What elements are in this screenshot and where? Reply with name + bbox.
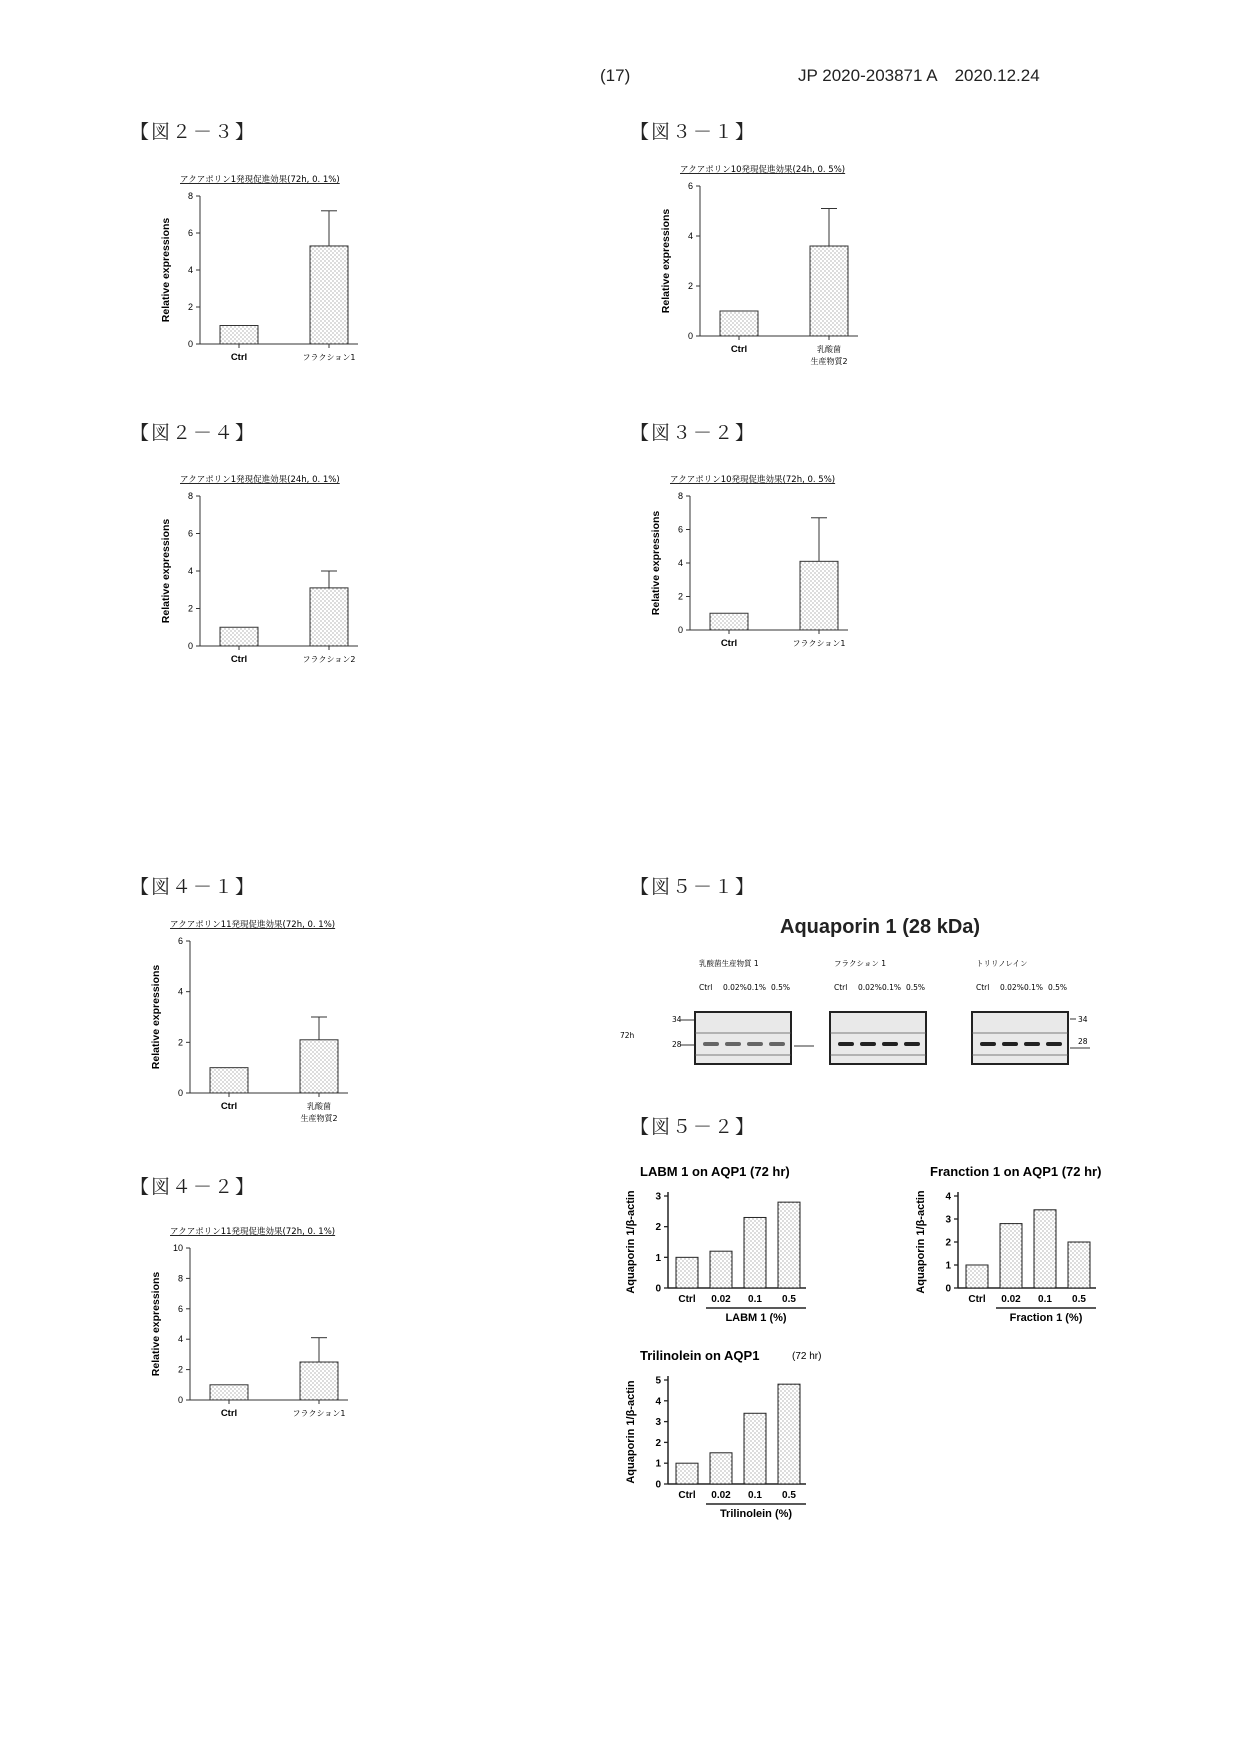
blot-panel <box>830 1012 926 1064</box>
y-tick-label: 8 <box>677 491 683 501</box>
y-axis-label: Relative expressions <box>160 217 172 323</box>
chart-title: Trilinolein on AQP1 <box>640 1348 760 1363</box>
bar <box>676 1257 698 1288</box>
bar <box>310 588 348 646</box>
category-label: 0.02 <box>711 1490 731 1501</box>
y-tick-label: 4 <box>177 986 183 997</box>
protein-band <box>1002 1042 1018 1046</box>
category-label: フラクション1 <box>302 353 356 362</box>
y-tick-label: 0 <box>187 641 193 651</box>
blot-panel <box>695 1012 791 1064</box>
y-tick-label: 1 <box>945 1260 951 1272</box>
chart-title: アクアポリン11発現促進効果(72h, 0. 1%) <box>170 920 336 930</box>
category-label: 生産物質2 <box>300 1114 338 1123</box>
y-tick-label: 2 <box>187 302 193 312</box>
lane-label: 0.1% <box>1024 983 1044 992</box>
figure-label-4-2: 【図４－２】 <box>130 1176 257 1198</box>
y-tick-label: 0 <box>677 625 683 635</box>
row-label: 72h <box>620 1031 635 1040</box>
lane-label: 0.02% <box>858 983 882 992</box>
lane-label: Ctrl <box>976 983 990 992</box>
category-label: Ctrl <box>678 1490 696 1501</box>
y-axis-label: Relative expressions <box>160 518 172 624</box>
y-tick-label: 2 <box>687 281 693 291</box>
bar <box>710 613 748 630</box>
y-tick-label: 8 <box>187 191 193 201</box>
bar <box>744 1413 766 1484</box>
bar <box>966 1265 988 1288</box>
y-tick-label: 4 <box>677 558 683 568</box>
chart-title: アクアポリン11発現促進効果(72h, 0. 1%) <box>170 1227 336 1237</box>
x-axis-label: LABM 1 (%) <box>725 1312 787 1324</box>
figure-label-5-2: 【図５－２】 <box>630 1116 757 1138</box>
y-tick-label: 3 <box>655 1417 661 1429</box>
bar <box>800 561 838 630</box>
lane-label: Ctrl <box>834 983 848 992</box>
chart-fig-4-1 <box>140 915 400 1144</box>
chart-fig-2-4 <box>150 470 410 684</box>
marker-label: 28 <box>672 1040 682 1049</box>
chart-title: Franction 1 on AQP1 (72 hr) <box>930 1164 1102 1179</box>
western-blot <box>620 948 1120 1082</box>
category-label: 0.5 <box>782 1490 796 1501</box>
protein-band <box>882 1042 898 1046</box>
x-axis-label: Trilinolein (%) <box>719 1508 793 1520</box>
bar <box>310 246 348 344</box>
chart-fig-5-2-trilinolein <box>620 1346 860 1535</box>
protein-band <box>703 1042 719 1046</box>
category-label: Ctrl <box>678 1294 696 1305</box>
category-label: 0.5 <box>782 1294 796 1305</box>
bar <box>744 1217 766 1288</box>
bar <box>220 627 258 646</box>
figure-label-3-1: 【図３－１】 <box>630 121 757 143</box>
bar <box>720 311 758 336</box>
y-tick-label: 0 <box>177 1395 183 1405</box>
marker-label: 34 <box>1078 1015 1088 1024</box>
y-tick-label: 0 <box>187 339 193 349</box>
y-tick-label: 4 <box>945 1191 951 1203</box>
lane-label: 0.5% <box>906 983 926 992</box>
y-tick-label: 5 <box>655 1375 661 1387</box>
bar <box>710 1453 732 1484</box>
chart-fig-5-2-fraction <box>910 1162 1150 1341</box>
protein-band <box>838 1042 854 1046</box>
category-label: Ctrl <box>220 1101 238 1112</box>
y-tick-label: 1 <box>655 1458 661 1470</box>
lane-label: 0.1% <box>747 983 767 992</box>
y-tick-label: 6 <box>187 228 193 238</box>
category-label: Ctrl <box>230 654 248 665</box>
chart-fig-5-2-labm <box>620 1162 860 1341</box>
lane-label: Ctrl <box>699 983 713 992</box>
bar <box>778 1202 800 1288</box>
y-axis-label: Relative expressions <box>150 964 162 1070</box>
bar <box>1034 1210 1056 1288</box>
category-label: フラクション1 <box>292 1409 346 1418</box>
protein-band <box>747 1042 763 1046</box>
category-label: Ctrl <box>720 638 738 649</box>
category-label: Ctrl <box>730 344 748 355</box>
bar <box>220 326 258 345</box>
y-axis-label: Aquaporin 1/β-actin <box>915 1190 927 1294</box>
y-tick-label: 4 <box>187 265 193 275</box>
y-tick-label: 6 <box>177 1303 183 1314</box>
chart-title-note: (72 hr) <box>792 1351 822 1362</box>
bar <box>210 1068 248 1093</box>
chart-fig-3-1 <box>650 160 910 389</box>
lane-label: 0.1% <box>882 983 902 992</box>
figure-label-5-1: 【図５－１】 <box>630 876 757 898</box>
protein-band <box>725 1042 741 1046</box>
lane-label: 0.02% <box>723 983 747 992</box>
y-axis-label: Aquaporin 1/β-actin <box>625 1380 637 1484</box>
y-tick-label: 6 <box>677 524 683 535</box>
bar <box>1000 1224 1022 1288</box>
bar <box>778 1384 800 1484</box>
y-tick-label: 8 <box>187 491 193 501</box>
category-label: フラクション1 <box>792 639 846 648</box>
marker-label: 34 <box>672 1015 682 1024</box>
lane-label: 0.5% <box>771 983 791 992</box>
blot-panel <box>972 1012 1068 1064</box>
protein-band <box>1046 1042 1062 1046</box>
bar <box>300 1040 338 1093</box>
chart-title: アクアポリン1発現促進効果(72h, 0. 1%) <box>180 175 340 185</box>
protein-band <box>980 1042 996 1046</box>
category-label: 乳酸菌 <box>817 345 841 354</box>
y-tick-label: 1 <box>655 1252 661 1264</box>
category-label: Ctrl <box>968 1294 986 1305</box>
category-label: Ctrl <box>230 352 248 363</box>
y-tick-label: 4 <box>187 566 193 576</box>
y-tick-label: 2 <box>945 1237 951 1249</box>
lane-label: 0.5% <box>1048 983 1068 992</box>
y-tick-label: 0 <box>655 1283 661 1295</box>
figure-label-3-2: 【図３－２】 <box>630 422 757 444</box>
figure-label-2-3: 【図２－３】 <box>130 121 257 143</box>
y-tick-label: 2 <box>677 591 683 602</box>
protein-band <box>1024 1042 1040 1046</box>
document-id: JP 2020-203871 A 2020.12.24 <box>798 66 1040 85</box>
y-tick-label: 3 <box>945 1214 951 1226</box>
category-label: 生産物質2 <box>810 357 848 366</box>
protein-band <box>860 1042 876 1046</box>
y-tick-label: 4 <box>177 1334 183 1345</box>
category-label: 0.02 <box>1001 1294 1021 1305</box>
marker-label: 28 <box>1078 1037 1088 1046</box>
y-tick-label: 8 <box>177 1273 183 1284</box>
panel-label: フラクション 1 <box>834 959 887 968</box>
y-axis-label: Relative expressions <box>660 208 672 314</box>
y-tick-label: 2 <box>187 603 193 614</box>
bar <box>710 1251 732 1288</box>
y-tick-label: 2 <box>177 1364 183 1375</box>
x-axis-label: Fraction 1 (%) <box>1009 1312 1083 1324</box>
category-label: フラクション2 <box>302 655 356 664</box>
category-label: 0.5 <box>1072 1294 1086 1305</box>
panel-label: 乳酸菌生産物質 1 <box>699 959 759 968</box>
figure-label-2-4: 【図２－４】 <box>130 422 257 444</box>
y-tick-label: 10 <box>172 1243 183 1253</box>
chart-title: LABM 1 on AQP1 (72 hr) <box>640 1164 790 1179</box>
y-axis-label: Relative expressions <box>650 510 662 616</box>
category-label: 乳酸菌 <box>307 1102 331 1111</box>
bar <box>810 246 848 336</box>
category-label: 0.1 <box>748 1490 762 1501</box>
figure-label-4-1: 【図４－１】 <box>130 876 257 898</box>
category-label: 0.1 <box>1038 1294 1052 1305</box>
protein-band <box>769 1042 785 1046</box>
y-axis-label: Aquaporin 1/β-actin <box>625 1190 637 1294</box>
category-label: 0.1 <box>748 1294 762 1305</box>
y-tick-label: 2 <box>655 1437 661 1449</box>
y-tick-label: 0 <box>177 1088 183 1098</box>
category-label: 0.02 <box>711 1294 731 1305</box>
protein-band <box>904 1042 920 1046</box>
bar <box>210 1385 248 1400</box>
chart-fig-4-2 <box>140 1222 400 1436</box>
y-tick-label: 4 <box>655 1396 661 1408</box>
y-axis-label: Relative expressions <box>150 1271 162 1377</box>
y-tick-label: 0 <box>687 331 693 341</box>
page-number: (17) <box>600 66 631 85</box>
western-blot-title: Aquaporin 1 (28 kDa) <box>780 916 981 938</box>
bar <box>300 1362 338 1400</box>
chart-fig-3-2 <box>640 470 900 684</box>
panel-label: トリリノレイン <box>976 959 1028 968</box>
y-tick-label: 4 <box>687 231 693 241</box>
y-tick-label: 6 <box>177 936 183 946</box>
y-tick-label: 2 <box>177 1037 183 1048</box>
lane-label: 0.02% <box>1000 983 1024 992</box>
y-tick-label: 2 <box>655 1222 661 1234</box>
y-tick-label: 6 <box>687 181 693 191</box>
bar <box>676 1463 698 1484</box>
y-tick-label: 6 <box>187 528 193 539</box>
chart-title: アクアポリン1発現促進効果(24h, 0. 1%) <box>180 475 340 485</box>
chart-title: アクアポリン10発現促進効果(72h, 0. 5%) <box>670 475 836 485</box>
bar <box>1068 1242 1090 1288</box>
y-tick-label: 3 <box>655 1191 661 1203</box>
chart-fig-2-3 <box>150 170 410 384</box>
category-label: Ctrl <box>220 1408 238 1419</box>
y-tick-label: 0 <box>655 1479 661 1491</box>
y-tick-label: 0 <box>945 1283 951 1295</box>
chart-title: アクアポリン10発現促進効果(24h, 0. 5%) <box>680 165 846 175</box>
